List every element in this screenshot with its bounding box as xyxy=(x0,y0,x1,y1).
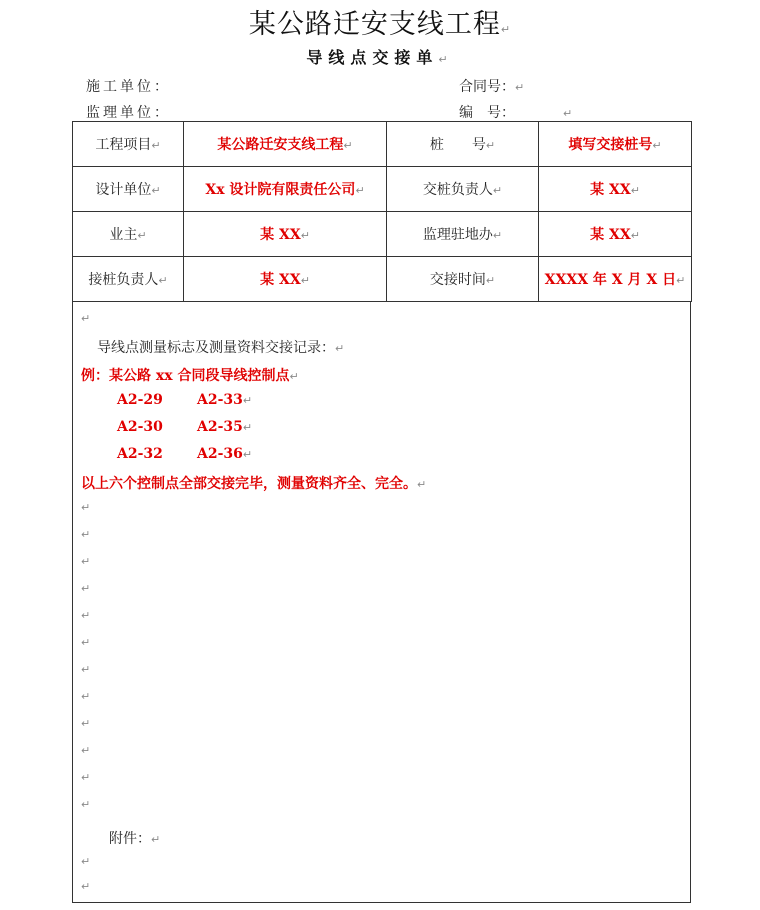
attachment-label: 附件：↵ xyxy=(109,831,161,847)
info-label-cell: 桩 号↵ xyxy=(387,122,539,167)
info-value-cell: 某 XX↵ xyxy=(184,257,387,302)
control-point: A2-36↵ xyxy=(197,446,253,462)
empty-paragraph: ↵ xyxy=(81,609,91,622)
info-label-cell: 工程项目↵ xyxy=(73,122,184,167)
empty-paragraph: ↵ xyxy=(81,555,91,568)
construction-unit-label: 施工单位： xyxy=(86,79,171,95)
empty-paragraph: ↵ xyxy=(81,582,91,595)
info-label-cell: 交桩负责人↵ xyxy=(387,167,539,212)
info-value-cell: 某 XX↵ xyxy=(184,212,387,257)
supervision-unit-label: 监理单位： xyxy=(86,105,171,121)
control-point: A2-35↵ xyxy=(197,419,253,435)
record-example: 例：某公路 xx 合同段导线控制点↵ xyxy=(81,368,299,384)
record-summary: 以上六个控制点全部交接完毕，测量资料齐全、完全。↵ xyxy=(81,476,427,492)
control-point: A2-30 xyxy=(117,419,163,435)
handover-record-section xyxy=(72,302,691,903)
document-title: 某公路迁安支线工程↵ xyxy=(248,9,512,40)
empty-paragraph: ↵ xyxy=(81,636,91,649)
info-value-cell: 某 XX↵ xyxy=(539,212,692,257)
info-value-cell: XXXX 年 X 月 X 日↵ xyxy=(539,257,692,302)
empty-paragraph: ↵ xyxy=(81,312,91,325)
empty-paragraph: ↵ xyxy=(81,771,91,784)
info-value-cell: Xx 设计院有限责任公司↵ xyxy=(184,167,387,212)
info-value-cell: 某 XX↵ xyxy=(539,167,692,212)
info-row xyxy=(73,212,692,257)
info-label-cell: 业主↵ xyxy=(73,212,184,257)
info-value-cell: 填写交接桩号↵ xyxy=(539,122,692,167)
empty-paragraph: ↵ xyxy=(81,663,91,676)
empty-paragraph: ↵ xyxy=(81,744,91,757)
document-subtitle: 导线点交接单↵ xyxy=(306,48,454,67)
info-label-cell: 监理驻地办↵ xyxy=(387,212,539,257)
empty-paragraph: ↵ xyxy=(81,880,91,893)
control-point: A2-29 xyxy=(117,392,163,408)
serial-no-label: 编 号： ↵ xyxy=(459,105,573,121)
info-row xyxy=(73,257,692,302)
empty-paragraph: ↵ xyxy=(81,501,91,514)
control-point: A2-33↵ xyxy=(197,392,253,408)
info-label-cell: 接桩负责人↵ xyxy=(73,257,184,302)
info-row xyxy=(73,167,692,212)
contract-no-label: 合同号：↵ xyxy=(459,79,525,95)
info-label-cell: 交接时间↵ xyxy=(387,257,539,302)
info-row xyxy=(73,122,692,167)
control-point: A2-32 xyxy=(117,446,163,462)
info-label-cell: 设计单位↵ xyxy=(73,167,184,212)
empty-paragraph: ↵ xyxy=(81,690,91,703)
empty-paragraph: ↵ xyxy=(81,528,91,541)
record-heading: 导线点测量标志及测量资料交接记录：↵ xyxy=(97,340,345,356)
empty-paragraph: ↵ xyxy=(81,717,91,730)
handover-info-table xyxy=(72,121,692,302)
empty-paragraph: ↵ xyxy=(81,798,91,811)
info-value-cell: 某公路迁安支线工程↵ xyxy=(184,122,387,167)
empty-paragraph: ↵ xyxy=(81,855,91,868)
